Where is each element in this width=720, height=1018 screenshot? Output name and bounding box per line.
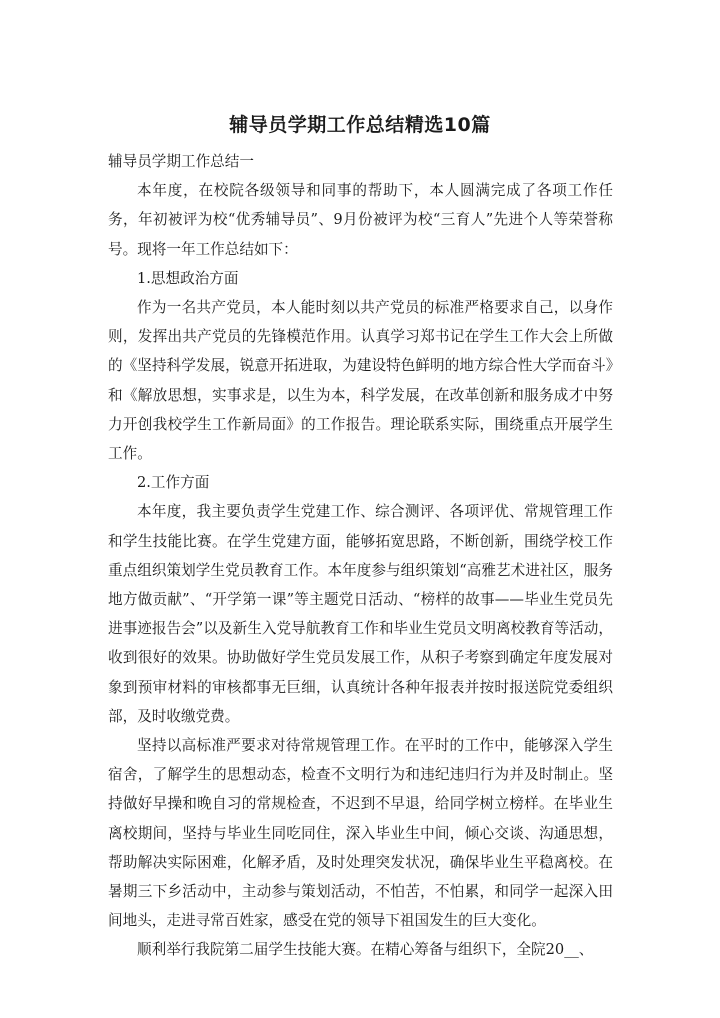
section-subtitle: 辅导员学期工作总结一 bbox=[108, 153, 254, 170]
document-body bbox=[108, 147, 613, 965]
document-title: 辅导员学期工作总结精选10篇 bbox=[229, 114, 491, 136]
paragraph-intro: 本年度，在校院各级领导和同事的帮助下，本人圆满完成了各项工作任务，年初被评为校“优秀辅导员”、9月份被评为校“三育人”先进个人等荣誉称号。现将一年工作总结如下： bbox=[108, 182, 613, 258]
section-heading-work: 2.工作方面 bbox=[137, 474, 210, 492]
section-heading-political: 1.思想政治方面 bbox=[137, 269, 239, 287]
paragraph-work-management: 坚持以高标准严要求对待常规管理工作。在平时的工作中，能够深入学生宿舍，了解学生的思想动态，检查不文明行为和违纪违归行为并及时制止。坚持做好早操和晚自习的常规检查，不迟到不早退，给同学树立榜样。在毕业生离校期间，坚持与毕业生同吃同住，深入毕业生中间，倾心交谈、沟通思想，帮助解决实际困难，化解矛盾，及时处理突发状况，确保毕业生平稳离校。在暑期三下乡活动中，主动参与策划活动，不怕苦，不怕累，和同学一起深入田间地头，走进寻常百姓家，感受在党的领导下祖国发生的巨大变化。 bbox=[108, 737, 613, 930]
paragraph-political: 作为一名共产党员，本人能时刻以共产党员的标准严格要求自己，以身作则，发挥出共产党员的先锋模范作用。认真学习郑书记在学生工作大会上所做的《坚持科学发展，锐意开拓进取，为建设特色鲜明的地方综合性大学而奋斗》和《解放思想，实事求是，以生为本，科学发展，在改革创新和服务成才中努力开创我校学生工作新局面》的工作报告。理论联系实际，围绕重点开展学生工作。 bbox=[108, 299, 613, 463]
paragraph-work-party: 本年度，我主要负责学生党建工作、综合测评、各项评优、常规管理工作和学生技能比赛。在学生党建方面，能够拓宽思路，不断创新，围绕学校工作重点组织策划学生党员教育工作。本年度参与组织策划“高雅艺术进社区，服务地方做贡献”、“开学第一课”等主题党日活动、“榜样的故事——毕业生党员先进事迹报告会”以及新生入党导航教育工作和毕业生党员文明离校教育等活动，收到很好的效果。协助做好学生党员发展工作，从积子考察到确定年度发展对象到预审材料的审核都事无巨细，认真统计各种年报表并按时报送院党委组织部，及时收缴党费。 bbox=[108, 503, 613, 725]
paragraph-skills-contest: 顺利举行我院第二届学生技能大赛。在精心筹备与组织下，全院20__、 bbox=[137, 941, 594, 959]
